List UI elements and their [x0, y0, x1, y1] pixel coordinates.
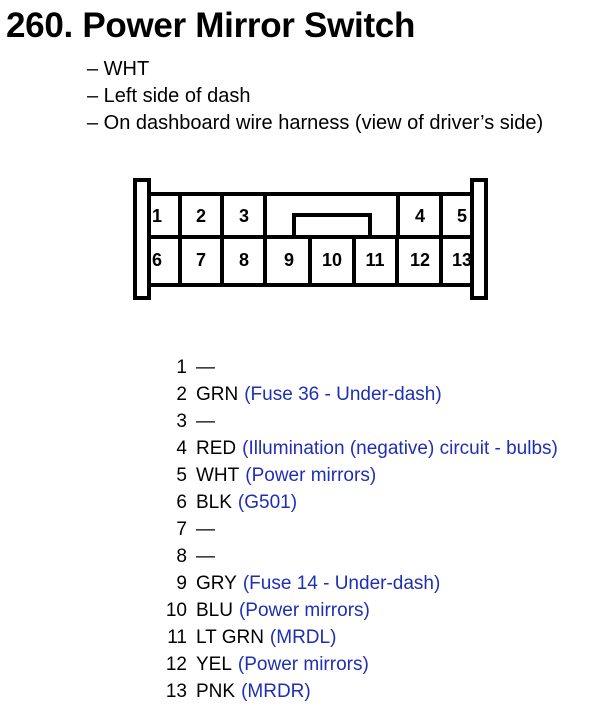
pin-row — [165, 381, 558, 408]
pin-label-11: 11 — [365, 250, 385, 270]
pin-wire-color: WHT — [196, 465, 240, 486]
pin-row — [165, 570, 558, 597]
pin-number: 13 — [165, 681, 187, 702]
pin-row — [165, 408, 558, 435]
pin-row — [165, 516, 558, 543]
pin-label-13: 13 — [451, 250, 473, 270]
pin-number: 6 — [176, 492, 187, 513]
pin-row — [165, 354, 558, 381]
pin-wire-color: YEL — [196, 654, 232, 675]
connector-diagram — [0, 0, 614, 340]
pin-label-1: 1 — [151, 206, 163, 226]
pin-wire-color: — — [196, 411, 215, 432]
pin-circuit-description: (Power mirrors) — [237, 654, 369, 675]
pin-wire-color: RED — [196, 438, 237, 459]
pin-circuit-description: (Power mirrors) — [238, 600, 370, 621]
note-location: – Left side of dash — [87, 85, 251, 107]
pin-number: 12 — [165, 654, 187, 675]
pin-number: 3 — [176, 411, 187, 432]
pin-row — [165, 489, 558, 516]
pin-wire-color: — — [196, 519, 215, 540]
pin-label-5: 5 — [456, 206, 468, 226]
pin-label-10: 10 — [321, 250, 343, 270]
pin-label-4: 4 — [414, 206, 426, 226]
pin-label-9: 9 — [283, 250, 295, 270]
pin-row — [165, 435, 558, 462]
pin-number: 4 — [176, 438, 187, 459]
pin-wire-color: GRN — [196, 384, 239, 405]
pin-number: 8 — [176, 546, 187, 567]
pin-circuit-description: (Fuse 36 - Under-dash) — [244, 384, 442, 405]
connector-lock-tab — [294, 215, 370, 237]
pin-row — [165, 462, 558, 489]
pin-number: 2 — [176, 384, 187, 405]
pin-circuit-description: (MRDL) — [269, 627, 337, 648]
pin-label-8: 8 — [238, 250, 250, 270]
pin-row — [165, 678, 558, 705]
pin-row — [165, 651, 558, 678]
pin-row — [165, 543, 558, 570]
pin-label-3: 3 — [238, 206, 250, 226]
pin-wire-color: LT GRN — [196, 627, 264, 648]
pin-label-7: 7 — [195, 250, 207, 270]
pin-number: 1 — [176, 357, 187, 378]
pin-circuit-description: (Power mirrors) — [245, 465, 377, 486]
pin-number: 11 — [167, 627, 187, 648]
note-harness: – On dashboard wire harness (view of driver’s side) — [87, 112, 544, 134]
pin-label-2: 2 — [195, 206, 207, 226]
pin-label-6: 6 — [151, 250, 163, 270]
pin-wire-color: — — [196, 357, 215, 378]
pin-number: 9 — [176, 573, 187, 594]
pin-wire-color: GRY — [196, 573, 237, 594]
pin-wire-color: BLU — [196, 600, 233, 621]
pin-number: 7 — [176, 519, 187, 540]
page-title: 260. Power Mirror Switch — [6, 6, 416, 45]
pin-row — [165, 597, 558, 624]
pin-circuit-description: (G501) — [237, 492, 298, 513]
pin-circuit-description: (Illumination (negative) circuit - bulbs) — [242, 438, 558, 459]
pin-circuit-description: (Fuse 14 - Under-dash) — [242, 573, 441, 594]
pin-wire-color: — — [196, 546, 215, 567]
pin-assignment-list — [165, 354, 558, 705]
pin-number: 10 — [165, 600, 187, 621]
pin-circuit-description: (MRDR) — [241, 681, 311, 702]
pin-wire-color: BLK — [196, 492, 232, 513]
note-color: – WHT — [87, 58, 150, 80]
pin-number: 5 — [176, 465, 187, 486]
pin-wire-color: PNK — [196, 681, 236, 702]
pin-row — [165, 624, 558, 651]
pin-label-12: 12 — [409, 250, 431, 270]
